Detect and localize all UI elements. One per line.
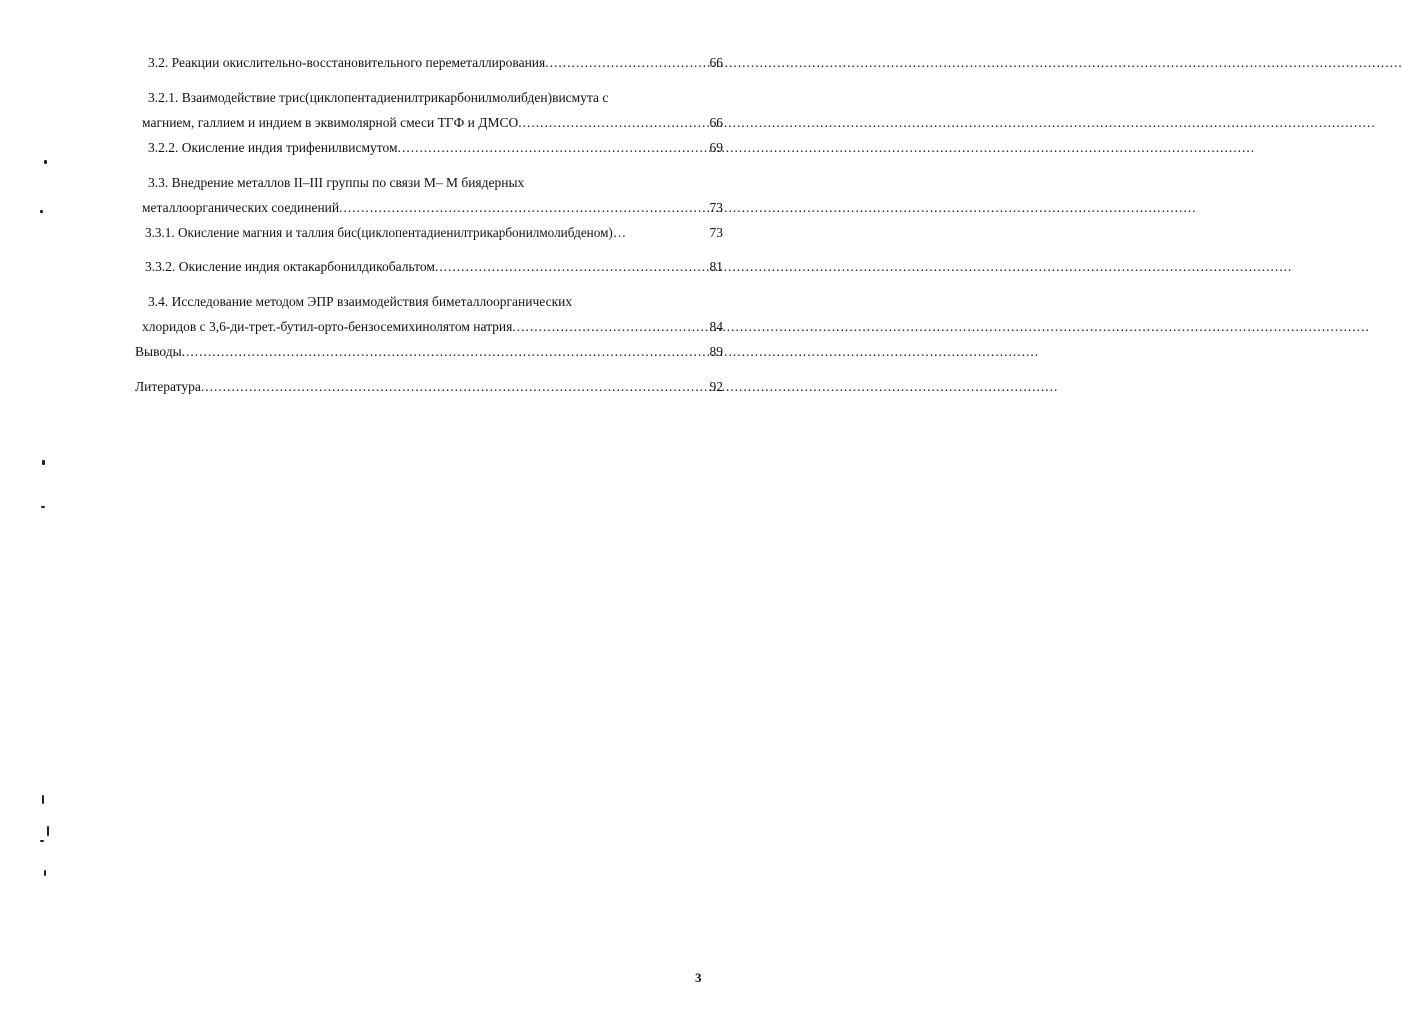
scan-speck — [40, 840, 44, 842]
toc-entry-text: 3.3.2. Окисление индия октакарбонилдикобальтом — [145, 259, 435, 274]
scan-speck — [40, 210, 43, 213]
toc-entry-3-3 — [148, 175, 689, 191]
toc-leader-dots — [339, 200, 1197, 216]
toc-entry-3-4 — [148, 294, 689, 310]
toc-page-number: 66 — [709, 115, 723, 130]
toc-leader-dots — [512, 319, 1370, 335]
scan-speck — [42, 795, 44, 804]
toc-page-number: 92 — [709, 379, 723, 394]
toc-page-number: 69 — [709, 140, 723, 155]
scan-speck — [44, 160, 47, 164]
toc-leader-dots — [435, 259, 1293, 275]
toc-entry-text: магнием, галлием и индием в эквимолярной смеси ТГФ и ДМСО — [142, 115, 519, 130]
toc-entry-3-3-1 — [145, 225, 692, 241]
toc-entry-references — [135, 379, 689, 395]
toc-leader-dots — [518, 115, 1376, 131]
page-number: 3 — [695, 970, 702, 985]
toc-page-number: 84 — [709, 319, 723, 334]
toc-entry-3-3-2 — [145, 259, 689, 275]
toc-leader-dots — [398, 140, 1256, 156]
toc-page-number: 66 — [709, 55, 723, 70]
toc-entry-3-3-continued — [142, 200, 689, 216]
toc-entry-text: Выводы — [135, 344, 182, 359]
toc-page-number: 73 — [709, 225, 723, 240]
toc-entry-text: 3.2.2. Окисление индия трифенилвисмутом — [148, 140, 398, 155]
toc-entry-text: 3.3.1. Окисление магния и таллия бис(циклопентадиенилтрикарбонилмолибденом)… — [145, 225, 627, 240]
toc-page-number: 81 — [709, 259, 723, 274]
toc-leader-dots — [201, 379, 1059, 395]
toc-entry-3-2 — [148, 55, 689, 71]
toc-entry-conclusions — [135, 344, 689, 360]
toc-entry-3-4-continued — [142, 319, 689, 335]
toc-entry-text: 3.2.1. Взаимодействие трис(циклопентадиенилтрикарбонилмолибден)висмута с — [148, 90, 609, 105]
toc-page-number: 89 — [709, 344, 723, 359]
toc-leader-dots — [545, 55, 1403, 71]
scan-speck — [42, 460, 45, 465]
toc-entry-text: металлоорганических соединений — [142, 200, 340, 215]
toc-entry-3-2-1 — [148, 90, 689, 106]
scan-speck — [44, 870, 46, 876]
scan-speck — [47, 826, 49, 836]
toc-entry-text: Литература — [135, 379, 201, 394]
toc-entry-text: 3.2. Реакции окислительно-восстановительного переметаллирования — [148, 55, 546, 70]
toc-leader-dots — [182, 344, 1040, 360]
toc-entry-text: 3.4. Исследование методом ЭПР взаимодействия биметаллоорганических — [148, 294, 573, 309]
toc-entry-3-2-2 — [148, 140, 689, 156]
toc-entry-text: 3.3. Внедрение металлов II–III группы по связи М– М биядерных — [148, 175, 525, 190]
scan-speck — [41, 506, 45, 508]
toc-entry-3-2-1-continued — [142, 115, 689, 131]
toc-page-number: 73 — [709, 200, 723, 215]
toc-entry-text: хлоридов с 3,6-ди-трет.-бутил-орто-бензосемихинолятом натрия — [142, 319, 513, 334]
